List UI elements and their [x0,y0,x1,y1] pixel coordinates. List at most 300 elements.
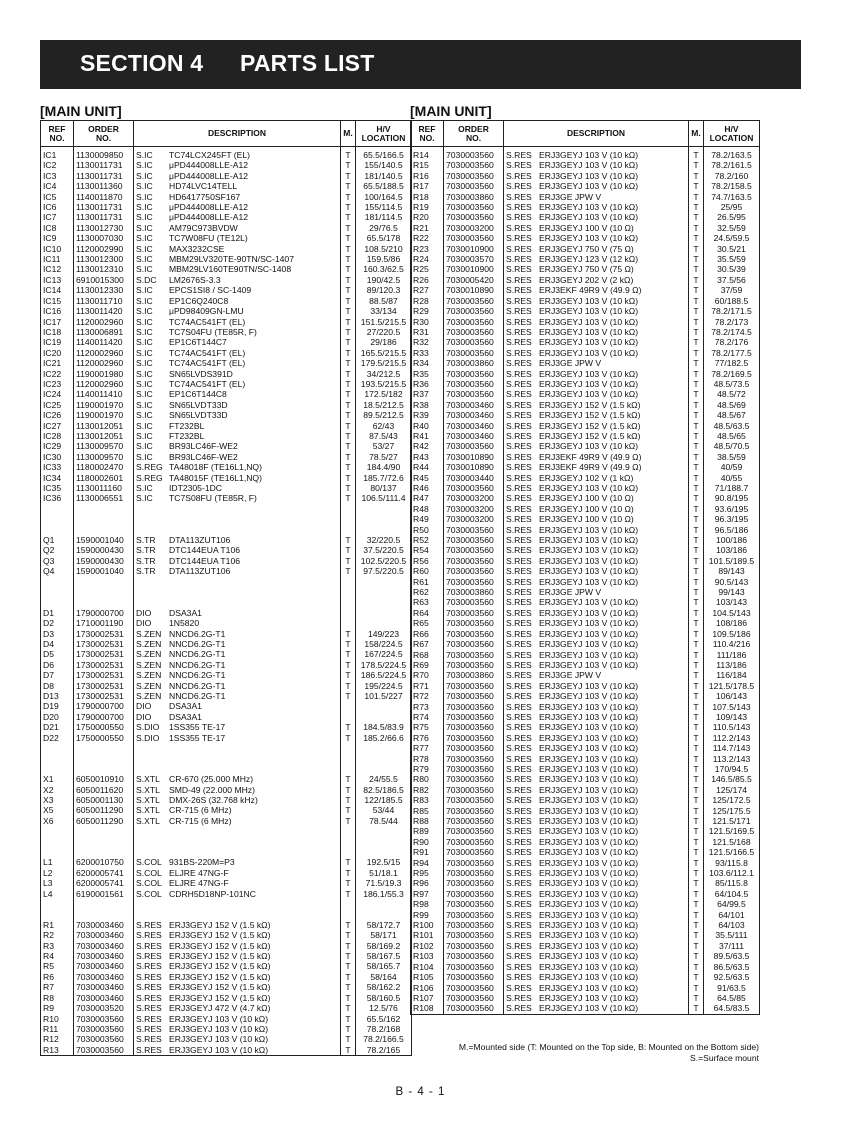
part-category: S.RES [506,857,532,868]
ref-no: Q3 [41,556,74,566]
part-category: S.RES [506,743,532,754]
description [504,462,689,472]
part-name: ERJ3GEYJ 103 V (10 kΩ) [539,899,639,910]
description-wrap [136,1024,340,1034]
part-name: ERJ3GEYJ 103 V (10 kΩ) [169,1044,269,1055]
table-row [41,805,412,815]
description-wrap [506,618,688,628]
part-category: S.RES [506,847,532,858]
table-row [411,837,760,847]
description [504,244,689,254]
order-no: 7030003560 [444,369,504,379]
description-wrap [136,920,340,930]
part-name: ERJ3GEYJ 103 V (10 kΩ) [539,337,639,348]
order-no: 1730002531 [74,660,134,670]
mounted-side: T [689,639,704,649]
description [134,317,341,327]
hv-location: 48.5/63.5 [704,421,760,431]
table-row [411,212,760,222]
description-wrap [506,171,688,181]
description [134,649,341,659]
description [134,920,341,930]
description [504,629,689,639]
mounted-side: T [689,254,704,264]
description [504,899,689,909]
description-wrap [136,181,340,191]
part-category: S.ZEN [136,659,162,670]
part-category: S.IC [136,368,153,379]
part-category: S.RES [506,274,532,285]
table-row [41,733,412,743]
hv-location: 125/174 [704,785,760,795]
description [504,608,689,618]
hv-location: 159.5/86 [356,254,412,264]
part-category: S.RES [136,930,162,941]
order-no: 1130012051 [74,421,134,431]
hv-location: 65.5/188.5 [356,181,412,191]
description-wrap [506,1003,688,1013]
ref-no: X2 [41,785,74,795]
table-row [411,171,760,181]
mounted-side: T [689,650,704,660]
description-wrap [136,681,340,691]
table-row [411,681,760,691]
mounted-side: T [341,296,356,306]
table-row [41,670,412,680]
part-category: S.RES [506,639,532,650]
description [134,296,341,306]
part-name: 931BS-220M=P3 [169,857,235,868]
description [134,639,341,649]
table-row [41,691,412,701]
mounted-side: T [341,535,356,545]
spacer-cell [341,899,356,909]
mounted-side: T [689,483,704,493]
table-row [41,878,412,888]
table-row [41,795,412,805]
ref-no: R16 [411,171,444,181]
description [504,566,689,576]
order-no: 7030003560 [444,993,504,1003]
mounted-side: T [341,171,356,181]
spacer-cell [41,525,74,535]
description [504,785,689,795]
table-row [411,878,760,888]
hv-location: 27/220.5 [356,327,412,337]
description [134,701,341,711]
description [504,962,689,972]
hv-location: 77/182.5 [704,358,760,368]
description-wrap [506,639,688,649]
table-row [411,369,760,379]
ref-no: R78 [411,754,444,764]
part-name: SN65LVDT33D [169,399,228,410]
part-name: ERJ3GEYJ 103 V (10 kΩ) [539,326,639,337]
mounted-side: T [689,317,704,327]
hv-location: 60/188.5 [704,296,760,306]
hv-location: 37.5/220.5 [356,545,412,555]
part-name: ERJ3GEYJ 103 V (10 kΩ) [539,909,639,920]
order-no: 1190001980 [74,369,134,379]
part-name: CDRH5D18NP-101NC [169,888,256,899]
spacer-cell [41,764,74,774]
description-wrap [506,254,688,264]
mounted-side: T [689,160,704,170]
mounted-side: T [689,275,704,285]
ref-no: IC4 [41,181,74,191]
spacer-cell [74,753,134,763]
part-category: S.RES [506,337,532,348]
part-category: S.IC [136,483,153,493]
description-wrap [506,972,688,982]
hv-location: 25/95 [704,202,760,212]
table-row [41,264,412,274]
order-no: 7030003560 [444,920,504,930]
order-no: 7030003560 [444,826,504,836]
hv-location: 62/43 [356,421,412,431]
hv-location: 121.5/166.5 [704,847,760,857]
description-wrap [506,504,688,514]
spacer-cell [356,837,412,847]
hv-location: 87.5/43 [356,431,412,441]
table-row [41,473,412,483]
description-wrap [136,275,340,285]
description [504,306,689,316]
ref-no: R21 [411,223,444,233]
part-category: S.IC [136,420,153,431]
order-no: 1130007030 [74,233,134,243]
order-no: 7030010890 [444,452,504,462]
hv-location: 90.5/143 [704,577,760,587]
part-category: S.RES [506,347,532,358]
description [134,681,341,691]
hv-location: 78.2/171.5 [704,306,760,316]
mounted-side: T [689,774,704,784]
part-name: DSA3A1 [169,701,202,712]
description-wrap [136,982,340,992]
ref-no: IC23 [41,379,74,389]
table-row [41,701,412,711]
ref-no: R64 [411,608,444,618]
hv-location: 78.2/176 [704,337,760,347]
description-wrap [136,452,340,462]
hv-location: 184.5/83.9 [356,722,412,732]
description-wrap [506,296,688,306]
description-wrap [506,285,688,295]
order-no: 7030005420 [444,275,504,285]
order-no: 7030003560 [444,785,504,795]
order-no: 1750000550 [74,733,134,743]
order-no: 7030003560 [444,733,504,743]
hv-location: 100/164.5 [356,192,412,202]
order-no: 1120002960 [74,379,134,389]
part-category: S.RES [506,680,532,691]
table-row [411,702,760,712]
order-no: 7030003560 [444,348,504,358]
description [504,660,689,670]
description [134,629,341,639]
order-no: 7030003560 [444,754,504,764]
table-row [41,868,412,878]
order-no: 6200010750 [74,857,134,867]
hv-location: 58/172.7 [356,920,412,930]
description [504,920,689,930]
order-no: 7030003560 [444,983,504,993]
order-no: 7030010900 [444,244,504,254]
hv-location: 93.6/195 [704,504,760,514]
ref-no: R4 [41,951,74,961]
table-row [411,462,760,472]
parts-table [40,120,412,1056]
part-name: ERJ3GEYJ 152 V (1.5 kΩ) [169,919,271,930]
table-row [411,733,760,743]
part-name: FT232BL [169,430,205,441]
part-category: S.ZEN [136,691,162,702]
table-row [41,212,412,222]
mounted-side: T [341,868,356,878]
part-name: ERJ3GEYJ 103 V (10 kΩ) [539,347,639,358]
spacer-cell [341,525,356,535]
parts-column-right [410,104,759,1015]
description [504,483,689,493]
mounted-side: T [689,389,704,399]
description-wrap [506,910,688,920]
part-name: ERJ3GE JPW V [539,587,602,598]
description [134,951,341,961]
description-wrap [506,369,688,379]
ref-no: R1 [41,920,74,930]
part-name: ERJ3GEYJ 103 V (10 kΩ) [539,181,639,192]
description [134,483,341,493]
part-category: S.RES [506,493,532,504]
table-header [41,121,412,147]
order-no: 6050011620 [74,785,134,795]
hv-location: 30.5/39 [704,264,760,274]
table-row [41,535,412,545]
spacer-cell [341,826,356,836]
hv-location: 64.5/85 [704,993,760,1003]
part-name: NNCD6.2G-T1 [169,691,226,702]
part-category: S.IC [136,295,153,306]
spacer-cell [356,504,412,514]
description-wrap [506,452,688,462]
mounted-side: T [689,618,704,628]
hv-location: 78.2/168 [356,1024,412,1034]
order-no: 1130009570 [74,452,134,462]
part-category: S.RES [136,951,162,962]
part-category: S.RES [506,940,532,951]
page-number: B - 4 - 1 [395,1086,446,1098]
part-category: S.RES [506,545,532,556]
spacer-cell [74,743,134,753]
part-name: μPD444008LLE-A12 [169,202,249,213]
table-row [41,431,412,441]
part-name: ERJ3GEYJ 152 V (1.5 kΩ) [169,940,271,951]
order-no: 6190001561 [74,889,134,899]
part-category: S.RES [136,1044,162,1055]
spacer-row [41,826,412,836]
description [134,993,341,1003]
hv-location: 149/223 [356,629,412,639]
description [134,389,341,399]
description [504,816,689,826]
table-row [41,441,412,451]
table-row [41,951,412,961]
table-row [41,410,412,420]
order-no: 1120002960 [74,358,134,368]
mounted-side: T [689,566,704,576]
ref-no: R61 [411,577,444,587]
order-no: 7030003560 [444,629,504,639]
part-category: S.DC [136,274,157,285]
description [134,941,341,951]
description-wrap [136,358,340,368]
description [134,452,341,462]
table-row [41,816,412,826]
description-wrap [506,389,688,399]
ref-no: IC7 [41,212,74,222]
order-no: 7030003560 [444,837,504,847]
table-row [41,920,412,930]
description-wrap [136,712,340,722]
part-name: ERJ3GEYJ 152 V (1.5 kΩ) [539,420,641,431]
part-name: ERJ3GEYJ 152 V (1.5 kΩ) [539,399,641,410]
mounted-side: T [689,358,704,368]
hv-location: 58/165.7 [356,961,412,971]
description [504,514,689,524]
mounted-side: T [689,681,704,691]
mounted-side: T [341,306,356,316]
table-row [411,275,760,285]
ref-no: R28 [411,296,444,306]
part-name: ERJ3GEYJ 103 V (10 kΩ) [539,389,639,400]
description [504,650,689,660]
hv-location: 108.5/210 [356,244,412,254]
order-no: 1790000700 [74,701,134,711]
description [134,212,341,222]
mounted-side: T [689,899,704,909]
order-no: 7030003460 [444,410,504,420]
order-no: 7030003560 [444,525,504,535]
part-name: CR-715 (6 MHz) [169,805,232,816]
description [504,993,689,1003]
table-row [41,972,412,982]
part-name: ERJ3GEYJ 103 V (10 kΩ) [539,951,639,962]
hv-location: 93/115.8 [704,858,760,868]
part-name: MBM29LV160TE90TN/SC-1408 [169,264,292,275]
spacer-cell [74,837,134,847]
mounted-side: T [689,868,704,878]
hv-location: 121.5/169.5 [704,826,760,836]
description-wrap [506,826,688,836]
order-no: 7030003560 [444,702,504,712]
spacer-cell [356,525,412,535]
part-name: ERJ3GEYJ 103 V (10 kΩ) [539,535,639,546]
hv-location: 121.5/171 [704,816,760,826]
part-name: ERJ3GEYJ 103 V (10 kΩ) [539,524,639,535]
description-wrap [136,202,340,212]
description [134,608,341,618]
description [504,826,689,836]
ref-no: R106 [411,983,444,993]
mounted-side: T [689,327,704,337]
part-name: DMX-26S (32.768 kHz) [169,795,258,806]
part-category: S.IC [136,358,153,369]
description-wrap [506,650,688,660]
part-category: S.RES [506,691,532,702]
spacer-cell [134,764,341,774]
hv-location: 89.5/212.5 [356,410,412,420]
order-no: 7030003560 [444,806,504,816]
ref-no: IC10 [41,244,74,254]
ref-no: R89 [411,826,444,836]
ref-no: R8 [41,993,74,1003]
description-wrap [506,712,688,722]
description-wrap [136,233,340,243]
mounted-side: T [689,816,704,826]
part-name: ERJ3GEYJ 103 V (10 kΩ) [169,1013,269,1024]
table-row [411,317,760,327]
order-no: 7030003560 [444,379,504,389]
spacer-cell [74,514,134,524]
description [504,535,689,545]
table-row [41,1034,412,1044]
ref-no: R30 [411,317,444,327]
description-wrap [506,816,688,826]
description [504,983,689,993]
part-category: S.RES [506,711,532,722]
ref-no: IC25 [41,400,74,410]
part-category: S.RES [506,483,532,493]
description [134,202,341,212]
part-category: S.RES [506,816,532,826]
table-row [411,483,760,493]
description-wrap [506,691,688,701]
mounted-side: T [689,400,704,410]
description [504,795,689,805]
description-wrap [136,317,340,327]
part-category: S.XTL [136,815,160,826]
part-name: TA48018F (TE16L1,NQ) [169,462,262,473]
ref-no: R40 [411,421,444,431]
mounted-side: T [689,337,704,347]
part-category: S.RES [136,982,162,993]
part-category: S.RES [506,243,532,254]
part-name: ERJ3GEYJ 103 V (10 kΩ) [539,607,639,618]
description [504,337,689,347]
description-wrap [136,431,340,441]
description-wrap [136,306,340,316]
part-name: EP1C6T144C7 [169,337,227,348]
table-row [411,774,760,784]
description [134,192,341,202]
hv-location: 78.2/166.5 [356,1034,412,1044]
table-row [411,962,760,972]
order-no: 1790000700 [74,712,134,722]
description [134,785,341,795]
spacer-row [41,525,412,535]
description-wrap [136,660,340,670]
order-no: 7030003200 [444,493,504,503]
description-wrap [136,618,340,628]
part-name: NNCD6.2G-T1 [169,639,226,649]
part-name: ERJ3GEYJ 103 V (10 kΩ) [539,868,639,879]
hv-location: 165.5/215.5 [356,348,412,358]
part-name: ERJ3EKF 49R9 V (49.9 Ω) [539,285,642,296]
description [504,972,689,982]
description-wrap [506,774,688,784]
hv-location: 48.5/70.5 [704,441,760,451]
